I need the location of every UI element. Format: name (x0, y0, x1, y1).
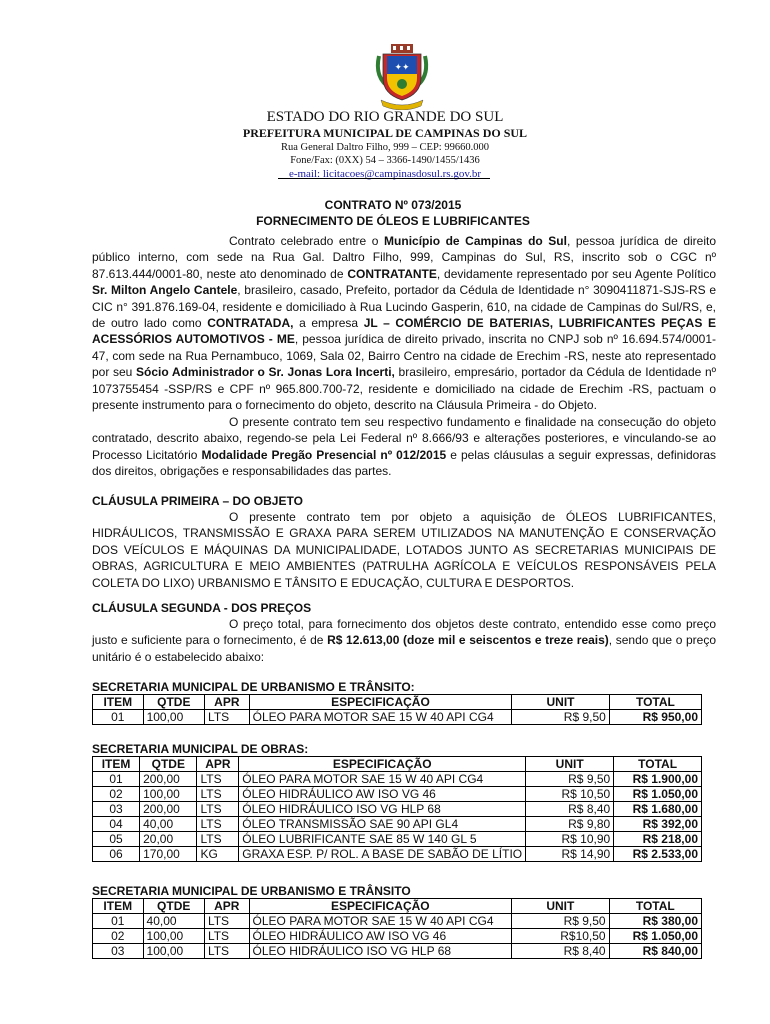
table-title: SECRETARIA MUNICIPAL DE URBANISMO E TRÂNSITO: (92, 680, 415, 694)
intro-paragraph: Contrato celebrado entre o Município de Campinas do Sul, pessoa jurídica de direito público interno, com sede na Rua Gal. Daltro Filho, 999, Campinas do Sul, RS, inscrito sob o CGC nº 87.613.444/0001-80, neste ato denominado de CONTRATANTE, devidamente representado por seu Agente Político Sr. Milton Angelo Cantele, brasileiro, casado, Prefeito, portador da Cédula de Identidade n° 3090411871-SJS-RS e CIC n° 391.876.169-04, residente e domiciliado à Rua Lucindo Gasperin, 610, na cidade de Campinas do Sul/RS, e, de outro lado como CONTRATADA, a empresa JL – COMÉRCIO DE BATERIAS, LUBRIFICANTES PEÇAS E ACESSÓRIOS AUTOMOTIVOS - ME, pessoa jurídica de direito privado, inscrita no CNPJ sob nº 16.694.574/0001-47, com sede na Rua Pernambuco, 1069, Sala 02, Bairro Centro na cidade de Erechim -RS, neste ato representado por seu Sócio Administrador o Sr. Jonas Lora Incerti, brasileiro, empresário, portador da Cédula de Identidade nº 1073755454 -SSP/RS e CPF nº 965.800.700-72, residente e domiciliado na cidade de Erechim -RS, pactuam o presente instrumento para o fornecimento do objeto, descrito na Cláusula Primeira - do Objeto. (92, 234, 717, 413)
col-esp: ESPECIFICAÇÃO (249, 899, 512, 914)
col-qtde: QTDE (143, 899, 204, 914)
col-qtde: QTDE (143, 695, 204, 710)
col-apr: APR (204, 899, 249, 914)
col-esp: ESPECIFICAÇÃO (239, 757, 526, 772)
clause-second (92, 600, 716, 665)
col-total: TOTAL (614, 757, 702, 772)
clause-second-text: O preço total, para fornecimento dos objetos deste contrato, entendido esse como preço justo e suficiente para o fornecimento, é de R$ 12.613,00 (doze mil e seiscentos e treze reais), sendo que o preço unitário é o estabelecido abaixo: (92, 617, 716, 664)
price-table (92, 756, 702, 862)
col-unit: UNIT (526, 757, 614, 772)
table-row: 03 200,00 LTS ÓLEO HIDRÁULICO ISO VG HLP 68 R$ 8,40 R$ 1.680,00 (93, 802, 702, 817)
clause-first-heading: CLÁUSULA PRIMEIRA – DO OBJETO (92, 494, 303, 508)
table-header-row (93, 695, 702, 710)
letterhead (0, 108, 770, 181)
contract-number: CONTRATO Nº 073/2015 (324, 198, 462, 212)
contract-subject: FORNECIMENTO DE ÓLEOS E LUBRIFICANTES (256, 214, 530, 228)
col-qtde: QTDE (140, 757, 197, 772)
col-item: ITEM (93, 757, 140, 772)
table-row: 03 100,00 LTS ÓLEO HIDRÁULICO ISO VG HLP 68 R$ 8,40 R$ 840,00 (93, 944, 702, 959)
col-item: ITEM (93, 899, 144, 914)
table-row: 06 170,00 KG GRAXA ESP. P/ ROL. A BASE DE SABÃO DE LÍTIO R$ 14,90 R$ 2.533,00 (93, 847, 702, 862)
col-item: ITEM (93, 695, 144, 710)
table-row: 05 20,00 LTS ÓLEO LUBRIFICANTE SAE 85 W 140 GL 5 R$ 10,90 R$ 218,00 (93, 832, 702, 847)
col-unit: UNIT (512, 695, 610, 710)
contract-title (0, 197, 770, 229)
clause-first (92, 493, 716, 591)
email-link[interactable]: e-mail: licitacoes@campinasdosul.rs.gov.br (288, 168, 482, 180)
col-unit: UNIT (512, 899, 610, 914)
price-table (92, 898, 702, 959)
table-row: 01 200,00 LTS ÓLEO PARA MOTOR SAE 15 W 40 API CG4 R$ 9,50 R$ 1.900,00 (93, 772, 702, 787)
table-row: 02 100,00 LTS ÓLEO HIDRÁULICO AW ISO VG 46 R$ 10,50 R$ 1.050,00 (93, 787, 702, 802)
municipal-coat-of-arms-icon (371, 44, 433, 110)
col-total: TOTAL (609, 899, 701, 914)
table-header-row (93, 899, 702, 914)
clause-second-heading: CLÁUSULA SEGUNDA - DOS PREÇOS (92, 601, 312, 615)
phone-line: Fone/Fax: (0XX) 54 – 3366-1490/1455/1436 (290, 155, 480, 166)
table-row: 01 100,00 LTS ÓLEO PARA MOTOR SAE 15 W 40 API CG4 R$ 9,50 R$ 950,00 (93, 710, 702, 725)
table-row: 01 40,00 LTS ÓLEO PARA MOTOR SAE 15 W 40 API CG4 R$ 9,50 R$ 380,00 (93, 914, 702, 929)
price-table (92, 694, 702, 725)
table-header-row (93, 757, 702, 772)
prefecture-name: PREFEITURA MUNICIPAL DE CAMPINAS DO SUL (242, 126, 528, 140)
state-name: ESTADO DO RIO GRANDE DO SUL (266, 109, 504, 125)
table-section-obras (92, 742, 702, 862)
table-section-urbanismo-1 (92, 680, 702, 725)
col-apr: APR (197, 757, 239, 772)
table-title: SECRETARIA MUNICIPAL DE URBANISMO E TRÂNSITO (92, 884, 411, 898)
col-total: TOTAL (609, 695, 701, 710)
table-row: 02 100,00 LTS ÓLEO HIDRÁULICO AW ISO VG 46 R$10,50 R$ 1.050,00 (93, 929, 702, 944)
table-title: SECRETARIA MUNICIPAL DE OBRAS: (92, 742, 309, 756)
header-divider (278, 178, 490, 179)
svg-text:✦✦: ✦✦ (394, 63, 410, 73)
table-section-urbanismo-2 (92, 884, 702, 959)
clause-first-text: O presente contrato tem por objeto a aquisição de ÓLEOS LUBRIFICANTES, HIDRÁULICOS, TRANSMISSÃO E GRAXA PARA SEREM UTILIZADOS NA MANUTENÇÃO E CONSERVAÇÃO DOS VEÍCULOS E MÁQUINAS DA MUNICIPALIDADE, LOTADOS JUNTO AS SECRETARIAS MUNICIPAIS DE OBRAS, AGRICULTURA E MEIO AMBIENTES (PATRULHA AGRÍCOLA E VEÍCULOS RESPONSÁVEIS PELA COLETA DO LIXO) URBANISMO E TÂNSITO E EDUCAÇÃO, CULTURA E DESPORTOS. (92, 510, 716, 590)
foundation-paragraph: O presente contrato tem seu respectivo fundamento e finalidade na consecução do objeto contratado, descrito abaixo, regendo-se pela Lei Federal nº 8.666/93 e alterações posteriores, e vinculando-se ao Processo Licitatório Modalidade Pregão Presencial nº 012/2015 e pelas cláusulas a seguir expressas, definidoras dos direitos, obrigações e responsabilidades das partes. (92, 415, 717, 479)
col-esp: ESPECIFICAÇÃO (249, 695, 512, 710)
address-line: Rua General Daltro Filho, 999 – CEP: 99660.000 (281, 142, 489, 153)
table-row: 04 40,00 LTS ÓLEO TRANSMISSÃO SAE 90 API GL4 R$ 9,80 R$ 392,00 (93, 817, 702, 832)
col-apr: APR (205, 695, 250, 710)
